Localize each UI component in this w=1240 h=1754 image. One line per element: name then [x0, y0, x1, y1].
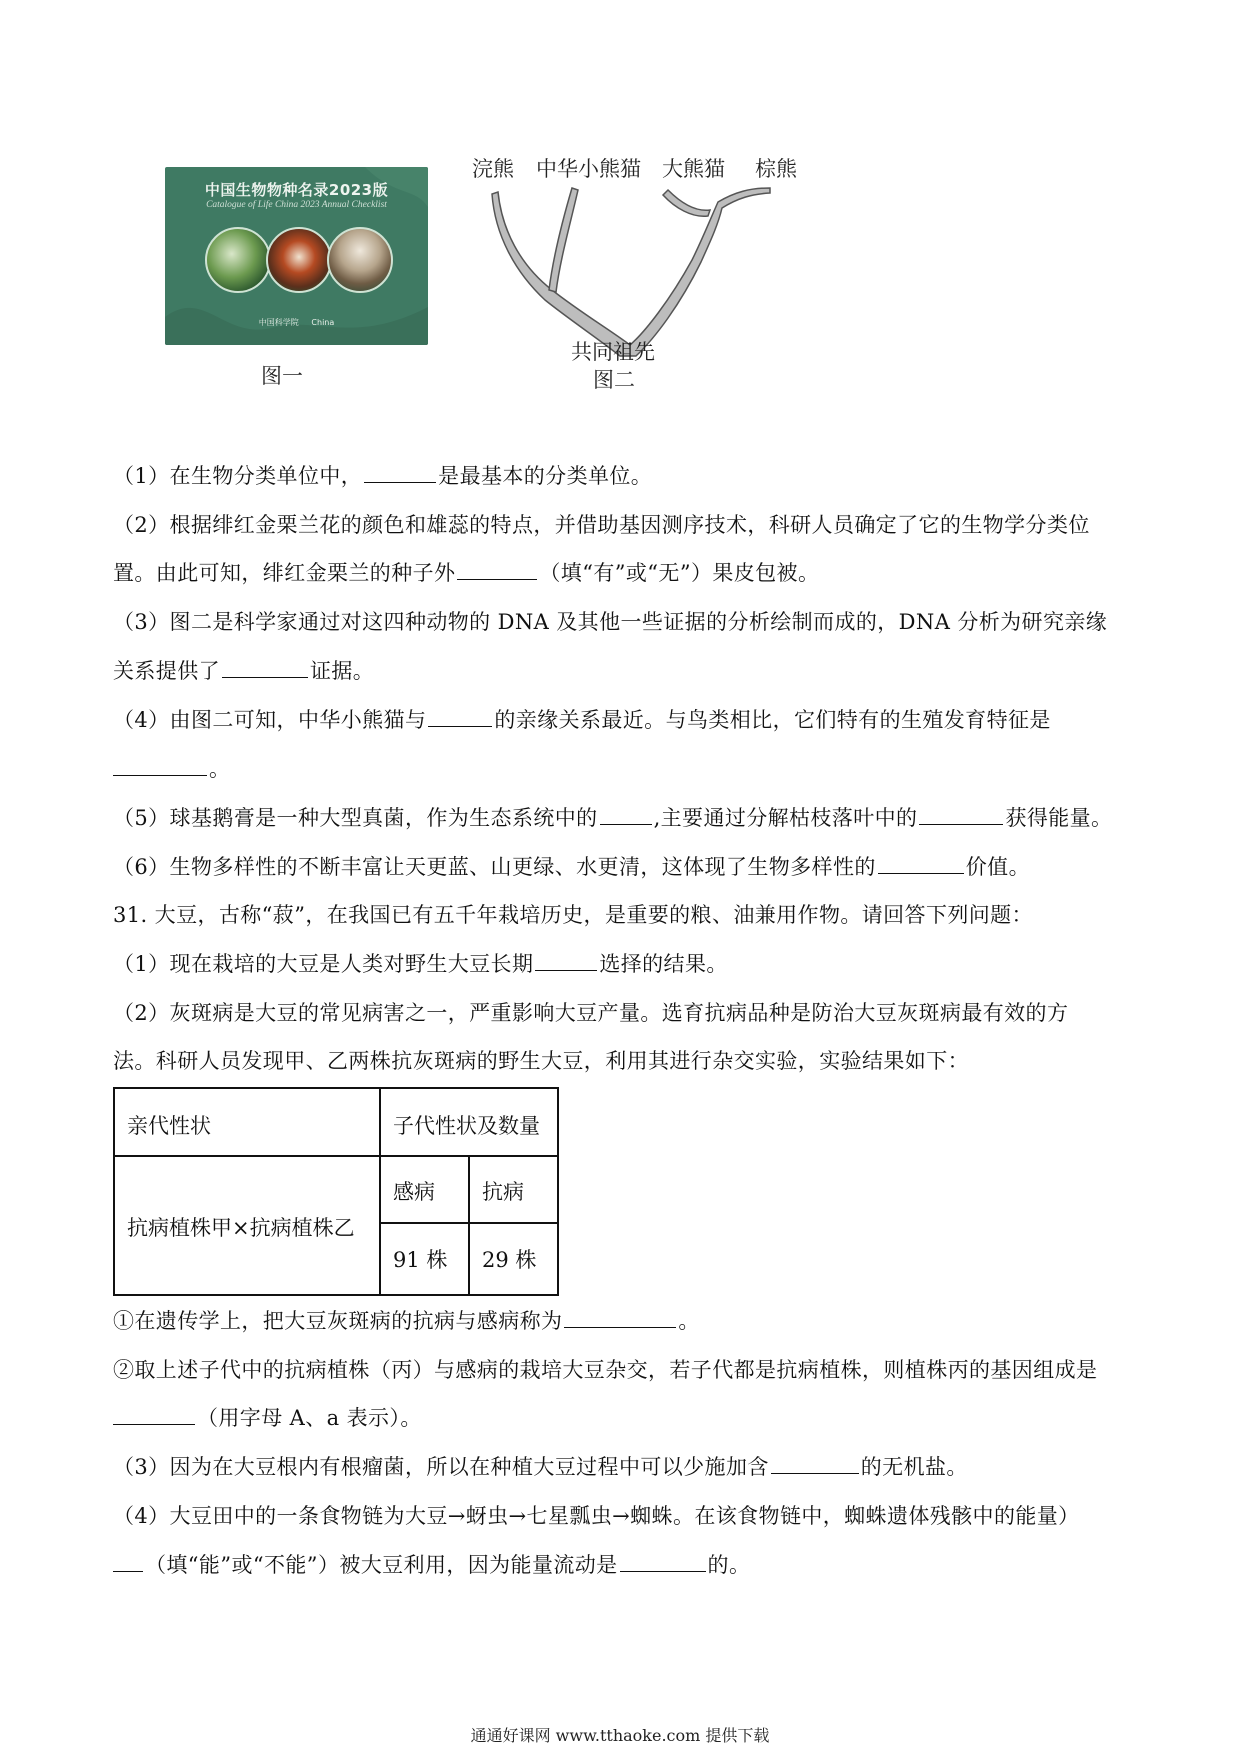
table-count-susceptible: 91 株 [393, 1248, 448, 1272]
q31-intro: 31. 大豆，古称“菽”，在我国已有五千年栽培历史，是重要的粮、油兼用作物。请回答下列问题： [113, 903, 1033, 927]
q31-part3: （3）因为在大豆根内有根瘤菌，所以在种植大豆过程中可以少施加含 的无机盐。 [113, 1455, 968, 1479]
answer-blank[interactable] [428, 706, 492, 727]
table-divider [379, 1222, 557, 1224]
q30-part3-line1: （3）图二是科学家通过对这四种动物的 DNA 及其他一些证据的分析绘制而成的，DNA 分析为研究亲缘 [113, 610, 1108, 634]
answer-blank[interactable] [878, 853, 964, 874]
plant-photo [205, 227, 271, 293]
q31-part2-line2: 法。科研人员发现甲、乙两株抗灰斑病的野生大豆，利用其进行杂交实验，实验结果如下： [113, 1049, 969, 1073]
species-raccoon: 浣熊 [472, 157, 514, 181]
table-count-resistant: 29 株 [482, 1248, 537, 1272]
cross-results-table [113, 1087, 559, 1296]
q30-part4-line1: （4）由图二可知，中华小熊猫与 的亲缘关系最近。与鸟类相比，它们特有的生殖发育特征是 [113, 708, 1051, 732]
q31-part2-line1: （2）灰斑病是大豆的常见病害之一，严重影响大豆产量。选育抗病品种是防治大豆灰斑病最有效的方 [113, 1001, 1069, 1025]
table-parent-cross: 抗病植株甲×抗病植株乙 [127, 1216, 355, 1240]
figure-2-label: 图二 [593, 368, 635, 392]
answer-blank[interactable] [364, 462, 436, 483]
figure-1-label: 图一 [261, 364, 303, 388]
species-brown-bear: 棕熊 [755, 157, 797, 181]
table-header-offspring: 子代性状及数量 [393, 1114, 540, 1138]
common-ancestor-label: 共同祖先 [571, 340, 655, 364]
q31-part4-line1: （4）大豆田中的一条食物链为大豆→蚜虫→七星瓢虫→蜘蛛。在该食物链中，蜘蛛遗体残骸中的能量） [113, 1504, 1080, 1528]
china-logo-text: China [311, 318, 335, 327]
page-footer: 通通好课网 www.tthaoke.com 提供下载 [470, 1726, 770, 1745]
answer-blank[interactable] [919, 804, 1003, 825]
mushroom-photo [327, 227, 393, 293]
table-divider [115, 1155, 557, 1157]
q30-part5: （5）球基鹅膏是一种大型真菌，作为生态系统中的 ,主要通过分解枯枝落叶中的 获得能量。 [113, 806, 1113, 830]
table-col-susceptible: 感病 [393, 1180, 435, 1204]
answer-blank[interactable] [222, 657, 308, 678]
species-red-panda: 中华小熊猫 [536, 157, 641, 181]
answer-blank[interactable] [535, 950, 597, 971]
q30-part1: （1）在生物分类单位中， 是最基本的分类单位。 [113, 464, 653, 488]
q31-part4-line2: （填“能”或“不能”）被大豆利用，因为能量流动是 的。 [113, 1550, 750, 1580]
answer-blank[interactable] [564, 1307, 676, 1328]
q31-sub2-line1: ②取上述子代中的抗病植株（丙）与感病的栽培大豆杂交，若子代都是抗病植株，则植株丙的基因组成是 [113, 1358, 1098, 1382]
q30-part3-line2: 关系提供了 证据。 [113, 659, 375, 683]
cover-title: 中国生物物种名录2023版 [204, 181, 389, 199]
table-col-resistant: 抗病 [482, 1180, 524, 1204]
q30-part6: （6）生物多样性的不断丰富让天更蓝、山更绿、水更清，这体现了生物多样性的 价值。 [113, 855, 1030, 879]
table-divider [468, 1157, 470, 1294]
q31-sub2-line2: （用字母 A、a 表示）。 [113, 1403, 422, 1433]
tree-branches [492, 188, 770, 356]
answer-blank[interactable] [457, 559, 537, 580]
q30-part2-line2: 置。由此可知，绯红金栗兰的种子外 （填“有”或“无”）果皮包被。 [113, 561, 820, 585]
cover-subtitle: Catalogue of Life China 2023 Annual Checklist [206, 200, 387, 210]
answer-blank[interactable] [600, 804, 652, 825]
red-panda-photo [266, 227, 332, 293]
table-divider [379, 1089, 381, 1294]
q31-part1: （1）现在栽培的大豆是人类对野生大豆长期 选择的结果。 [113, 952, 728, 976]
q30-part4-line2: 。 [113, 754, 230, 784]
cover-logos [165, 317, 428, 328]
q31-sub1: ①在遗传学上，把大豆灰斑病的抗病与感病称为 。 [113, 1309, 700, 1333]
catalogue-cover-image [165, 167, 428, 345]
answer-blank[interactable] [113, 1404, 195, 1425]
cas-logo-text: 中国科学院 [258, 318, 299, 327]
answer-blank[interactable] [771, 1453, 859, 1474]
table-header-parent: 亲代性状 [127, 1114, 211, 1138]
answer-blank[interactable] [113, 1551, 143, 1572]
q30-part2-line1: （2）根据绯红金栗兰花的颜色和雄蕊的特点，并借助基因测序技术，科研人员确定了它的生物学分类位 [113, 513, 1090, 537]
species-giant-panda: 大熊猫 [662, 157, 725, 181]
answer-blank[interactable] [620, 1551, 706, 1572]
answer-blank[interactable] [113, 755, 207, 776]
